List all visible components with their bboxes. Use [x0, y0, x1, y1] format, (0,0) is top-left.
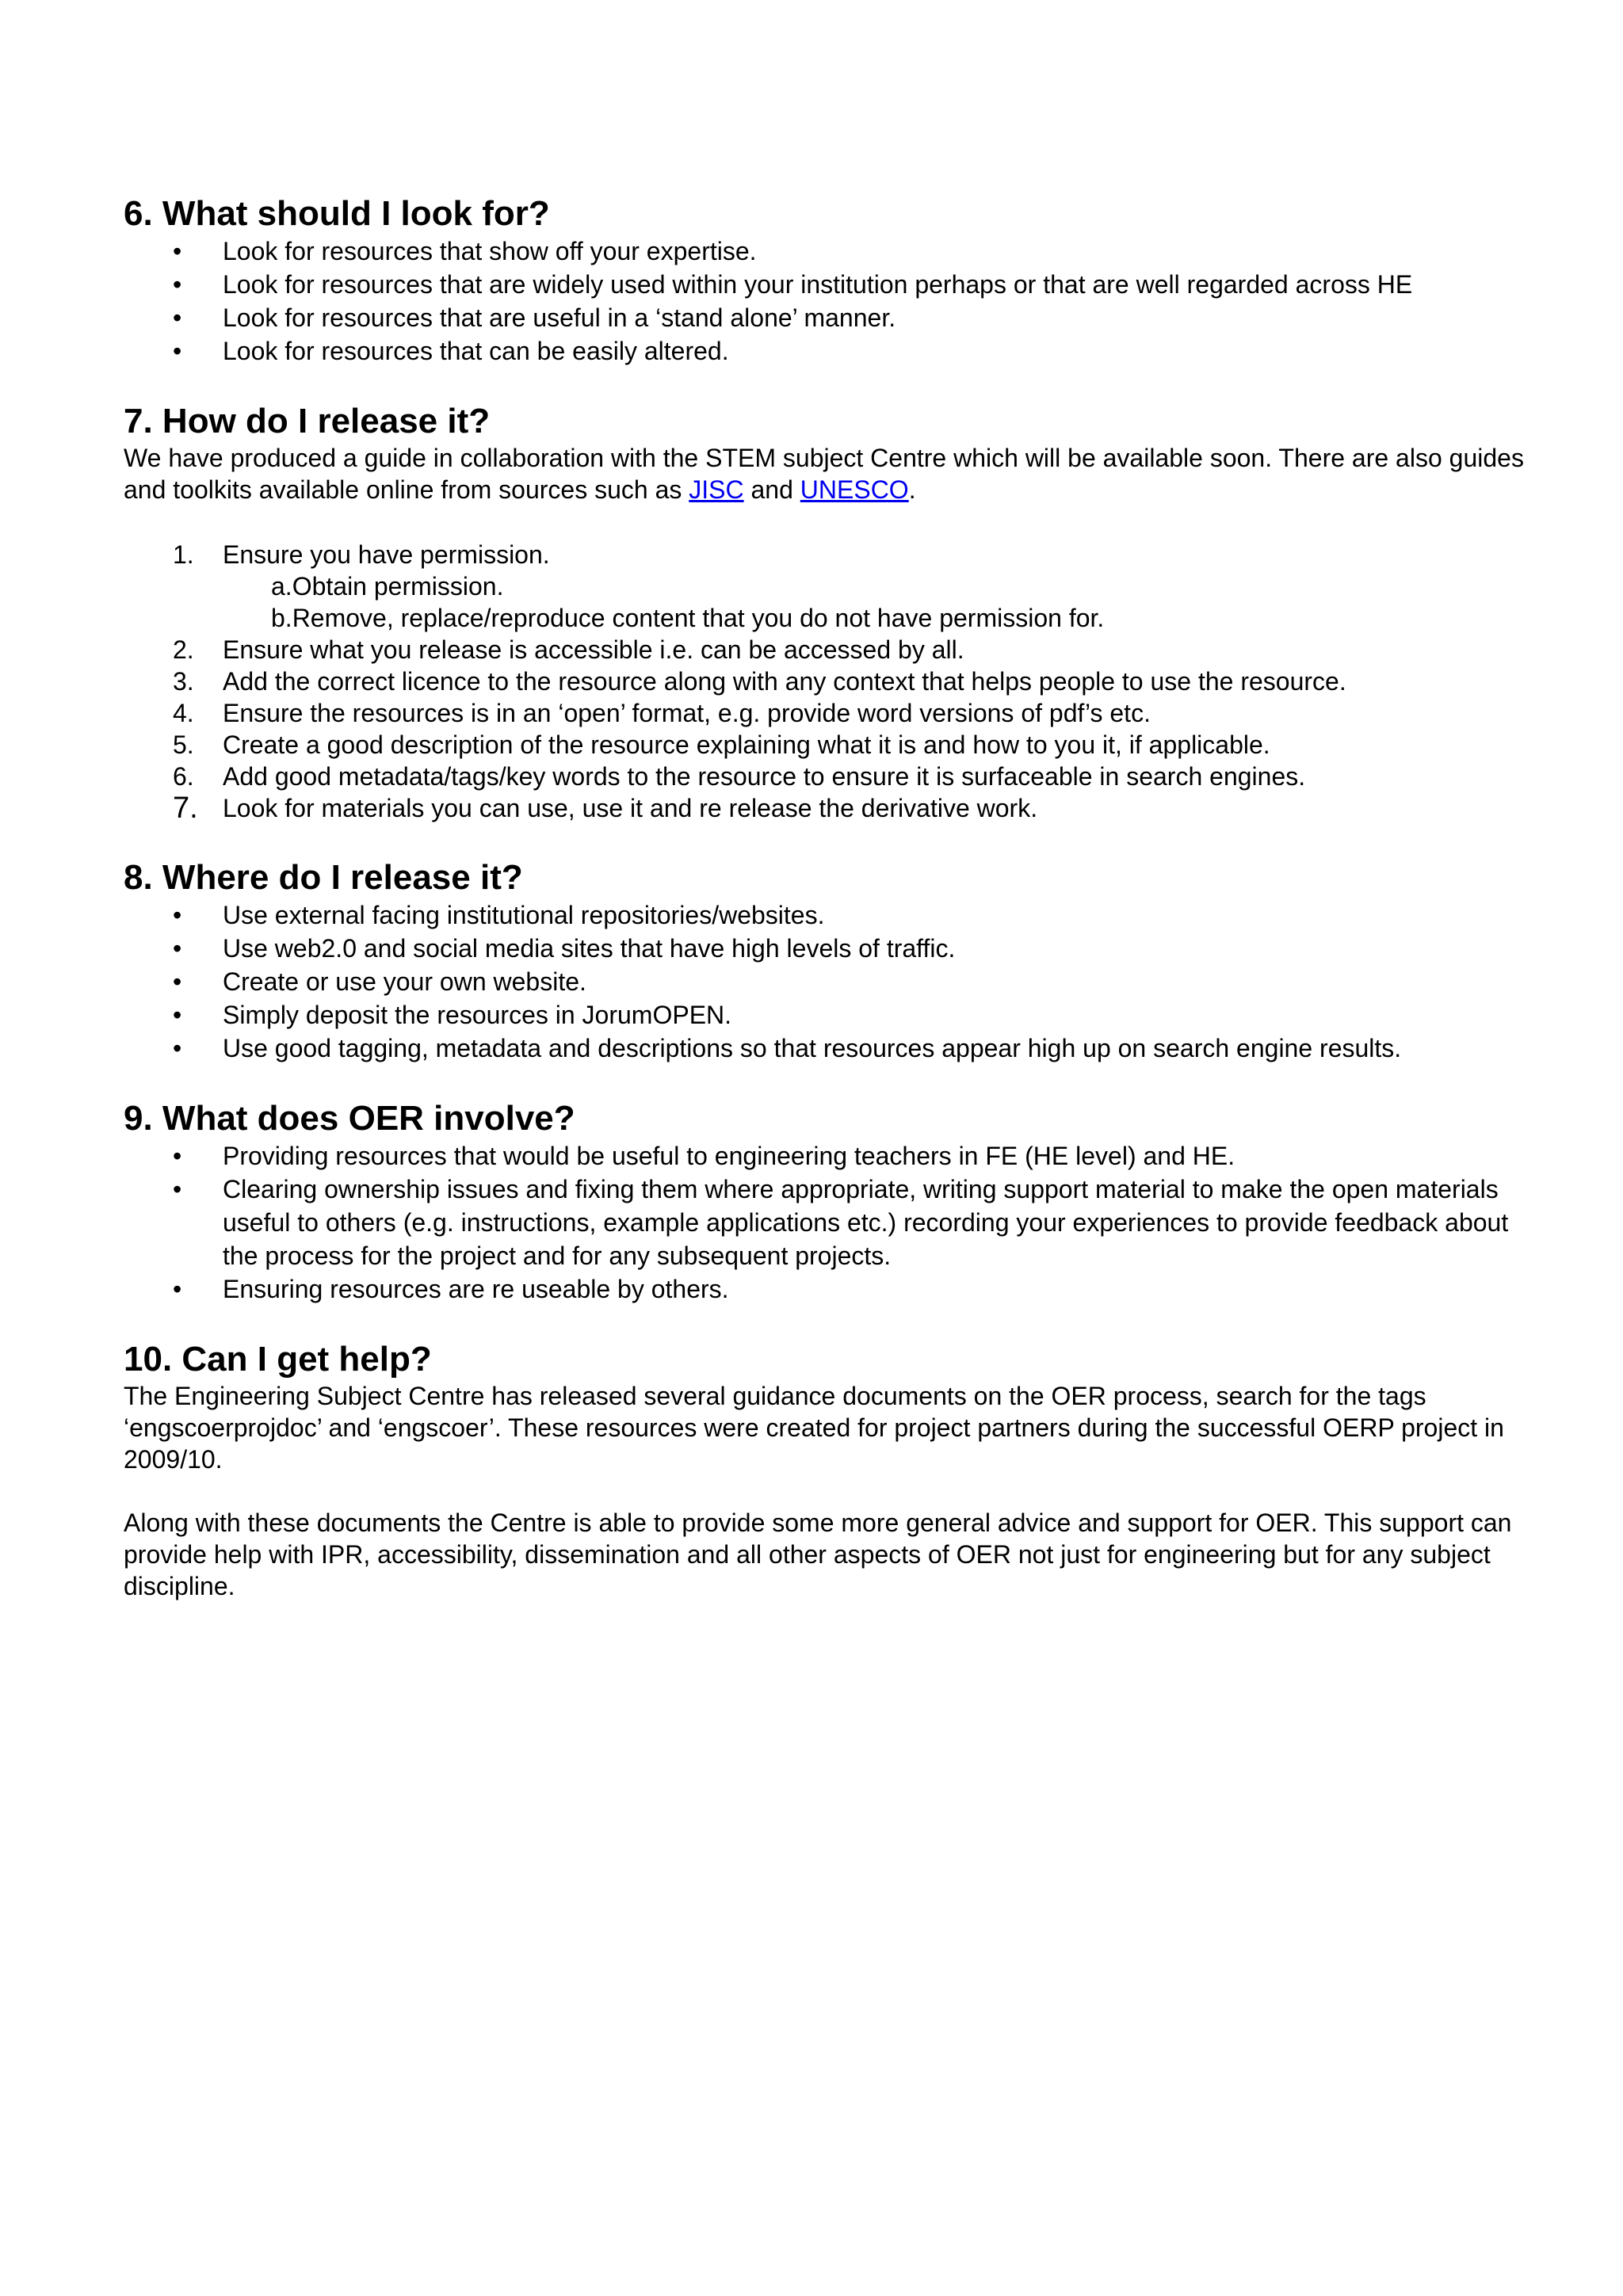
section-10-paragraph-1: The Engineering Subject Centre has released several guidance documents on the OER process, search for the tags ‘engscoerprojdoc’ and ‘engscoer’. These resources were created for project partners during the successful OERP project in 2009/10.: [124, 1382, 1504, 1474]
list-item: • Look for resources that show off your expertise.: [124, 235, 1550, 268]
section-7-intro: [124, 442, 1550, 505]
section-9-bullet-list: [124, 1139, 1550, 1306]
list-item: [124, 634, 1550, 666]
step-text: Look for materials you can use, use it and re release the derivative work.: [223, 794, 1038, 822]
list-item: • Providing resources that would be useful to engineering teachers in FE (HE level) and HE.: [124, 1139, 1550, 1173]
section-8-heading: 8. Where do I release it?: [124, 858, 523, 897]
end-text: .: [908, 475, 916, 504]
section-10-heading: 10. Can I get help?: [124, 1340, 432, 1379]
step-text: Ensure what you release is accessible i.e. can be accessed by all.: [223, 635, 964, 664]
step-number: 5.: [173, 730, 194, 759]
section-8-bullet-list: [124, 898, 1550, 1065]
step-number: 1.: [173, 540, 194, 569]
section-7: [124, 401, 1550, 824]
section-6-heading: 6. What should I look for?: [124, 194, 550, 233]
substep-a: a.Obtain permission.: [271, 572, 504, 601]
list-item: [124, 570, 1550, 602]
list-item: • Look for resources that are useful in a ‘stand alone’ manner.: [124, 301, 1550, 334]
unesco-link[interactable]: UNESCO: [800, 475, 909, 504]
list-item: [124, 792, 1550, 824]
section-10: [124, 1339, 1550, 1602]
list-item: [124, 602, 1550, 634]
section-8: [124, 857, 1550, 1065]
step-number: 4.: [173, 699, 194, 727]
list-item: • Use web2.0 and social media sites that have high levels of traffic.: [124, 932, 1550, 965]
list-item: • Look for resources that are widely used within your institution perhaps or that are well regarded across HE: [124, 268, 1550, 301]
section-10-paragraph-2: Along with these documents the Centre is able to provide some more general advice and support for OER. This support can provide help with IPR, accessibility, dissemination and all other aspects of OER not just for engineering but for any subject discipline.: [124, 1508, 1512, 1600]
section-6-bullet-list: [124, 235, 1550, 368]
list-item: • Ensuring resources are re useable by others.: [124, 1272, 1550, 1306]
substep-b: b.Remove, replace/reproduce content that you do not have permission for.: [271, 604, 1105, 632]
list-item: [124, 539, 1550, 570]
step-number: 3.: [173, 667, 194, 696]
step-text: Ensure the resources is in an ‘open’ format, e.g. provide word versions of pdf’s etc.: [223, 699, 1151, 727]
section-7-heading: 7. How do I release it?: [124, 402, 491, 441]
intro-text: We have produced a guide in collaboration with the STEM subject Centre which will be available soon. There are also guides and toolkits available online from sources such as: [124, 444, 1524, 504]
document-body: [124, 193, 1550, 1635]
list-item: [124, 697, 1550, 729]
section-9: [124, 1098, 1550, 1306]
list-item: • Look for resources that can be easily altered.: [124, 334, 1550, 368]
jisc-link[interactable]: JISC: [689, 475, 744, 504]
release-steps-list: [124, 539, 1550, 824]
list-item: • Simply deposit the resources in JorumOPEN.: [124, 998, 1550, 1032]
step-text: Create a good description of the resource explaining what it is and how to you it, if applicable.: [223, 730, 1270, 759]
step-number: 6.: [173, 762, 194, 791]
list-item: • Clearing ownership issues and fixing them where appropriate, writing support material to make the open materials useful to others (e.g. instructions, example applications etc.) recording your experiences to provide feedback about the process for the project and for any subsequent projects.: [124, 1173, 1550, 1272]
list-item: • Use external facing institutional repositories/websites.: [124, 898, 1550, 932]
list-item: [124, 761, 1550, 792]
step-number: 2.: [173, 635, 194, 664]
step-text: Ensure you have permission.: [223, 540, 550, 569]
list-item: • Create or use your own website.: [124, 965, 1550, 998]
step-text: Add good metadata/tags/key words to the resource to ensure it is surfaceable in search engines.: [223, 762, 1306, 791]
step-text: Add the correct licence to the resource along with any context that helps people to use the resource.: [223, 667, 1346, 696]
and-text: and: [743, 475, 800, 504]
list-item: [124, 729, 1550, 761]
list-item: • Use good tagging, metadata and descriptions so that resources appear high up on search engine results.: [124, 1032, 1550, 1065]
section-6: [124, 193, 1550, 368]
list-item: [124, 666, 1550, 697]
step-number: 7.: [173, 791, 198, 825]
section-9-heading: 9. What does OER involve?: [124, 1099, 575, 1138]
